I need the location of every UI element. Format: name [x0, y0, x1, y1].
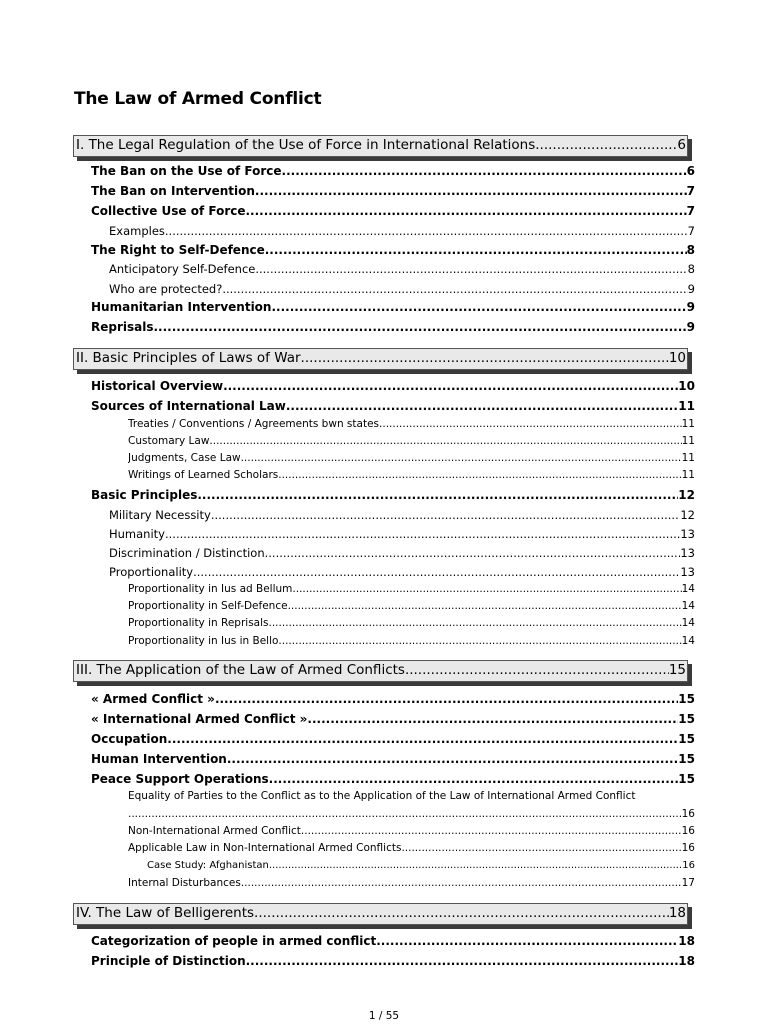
toc-entry-label: Non-International Armed Conflict — [128, 825, 301, 837]
toc-page-number: 6 — [686, 164, 695, 178]
toc-page-number: 16 — [682, 860, 695, 871]
leader-dots — [227, 752, 678, 766]
toc-entry[interactable] — [128, 808, 695, 820]
leader-dots — [288, 600, 682, 612]
toc-entry-label: Judgments, Case Law — [128, 452, 241, 464]
toc-entry-label: Customary Law — [128, 435, 210, 447]
toc-entry-label: Proportionality in Ius in Bello — [128, 635, 279, 647]
leader-dots — [211, 508, 681, 522]
leader-dots — [241, 877, 682, 889]
toc-entry-label: Reprisals — [91, 320, 154, 334]
toc-page-number: 9 — [686, 300, 695, 314]
toc-page-number: 10 — [668, 350, 686, 366]
toc-page-number: 13 — [680, 527, 695, 541]
toc-entry-label: Historical Overview — [91, 379, 224, 393]
toc-entry-label: Internal Disturbances — [128, 877, 241, 889]
toc-entry-label: Anticipatory Self-Defence — [109, 262, 256, 276]
toc-entry-label[interactable]: Equality of Parties to the Conflict as to the Application of the Law of International Armed Conflict — [128, 790, 636, 802]
toc-entry[interactable] — [128, 583, 695, 595]
leader-dots — [246, 204, 687, 218]
toc-entry[interactable] — [91, 379, 695, 393]
toc-page-number: 11 — [681, 469, 695, 481]
toc-entry-label: Writings of Learned Scholars — [128, 469, 279, 481]
leader-dots — [223, 379, 678, 393]
toc-page-number: 6 — [677, 137, 686, 153]
toc-page-number: 18 — [678, 934, 695, 948]
leader-dots — [282, 164, 687, 178]
toc-page-number: 9 — [687, 282, 695, 296]
leader-dots — [269, 772, 679, 786]
toc-page-number: 12 — [678, 488, 695, 502]
leader-dots — [269, 860, 682, 871]
toc-entry[interactable] — [91, 488, 695, 502]
leader-dots — [209, 435, 681, 447]
toc-page-number: 13 — [680, 546, 695, 560]
toc-entry[interactable] — [128, 877, 695, 889]
toc-page-number: 15 — [678, 752, 695, 766]
leader-dots — [165, 527, 680, 541]
leader-dots — [401, 842, 681, 854]
toc-entry[interactable] — [128, 435, 695, 447]
leader-dots — [265, 546, 681, 560]
toc-entry[interactable] — [91, 204, 695, 218]
leader-dots — [301, 825, 682, 837]
toc-page-number: 15 — [678, 712, 695, 726]
toc-page-number: 8 — [686, 243, 695, 257]
leader-dots — [278, 635, 681, 647]
toc-entry[interactable] — [128, 825, 695, 837]
leader-dots — [215, 692, 678, 706]
leader-dots — [379, 418, 682, 430]
toc-section-heading[interactable] — [76, 350, 686, 366]
toc-section-heading[interactable] — [76, 662, 686, 678]
toc-page-number: 7 — [686, 184, 695, 198]
toc-page-number: 18 — [668, 905, 686, 921]
toc-entry[interactable] — [109, 262, 695, 276]
toc-entry-label: Discrimination / Distinction — [109, 546, 265, 560]
toc-entry-label: Military Necessity — [109, 508, 211, 522]
leader-dots — [154, 320, 687, 334]
toc-entry[interactable] — [109, 282, 695, 296]
toc-entry-label: Categorization of people in armed conflict — [91, 934, 377, 948]
leader-dots — [376, 934, 678, 948]
toc-entry[interactable] — [109, 546, 695, 560]
toc-entry-label: IV. The Law of Belligerents — [76, 905, 255, 921]
toc-page-number: 16 — [681, 825, 695, 837]
leader-dots — [255, 184, 687, 198]
leader-dots — [269, 617, 682, 629]
toc-entry-label: The Right to Self-Defence — [91, 243, 265, 257]
toc-entry[interactable] — [91, 934, 695, 948]
leader-dots — [292, 583, 681, 595]
toc-page-number: 14 — [681, 583, 695, 595]
toc-entry[interactable] — [109, 527, 695, 541]
toc-page-number: 15 — [678, 692, 695, 706]
toc-entry[interactable] — [91, 954, 695, 968]
toc-page-number: 16 — [681, 842, 695, 854]
toc-entry-label: Proportionality in Reprisals — [128, 617, 269, 629]
toc-page-number: 16 — [681, 808, 695, 820]
leader-dots — [286, 399, 678, 413]
toc-entry-label: Humanitarian Intervention — [91, 300, 272, 314]
leader-dots — [241, 452, 682, 464]
leader-dots — [405, 662, 669, 678]
toc-entry-label: Collective Use of Force — [91, 204, 246, 218]
toc-entry[interactable] — [91, 399, 695, 413]
toc-page-number: 11 — [681, 452, 695, 464]
toc-entry[interactable] — [128, 418, 695, 430]
leader-dots — [265, 243, 687, 257]
toc-entry-label: Principle of Distinction — [91, 954, 246, 968]
leader-dots — [165, 224, 688, 238]
leader-dots — [535, 137, 677, 153]
toc-entry[interactable] — [91, 320, 695, 334]
toc-entry[interactable] — [91, 772, 695, 786]
toc-entry[interactable] — [128, 469, 695, 481]
toc-entry[interactable] — [109, 224, 695, 238]
toc-entry-label: Treaties / Conventions / Agreements bwn states — [128, 418, 380, 430]
toc-page-number: 14 — [681, 635, 695, 647]
toc-section-heading[interactable] — [76, 905, 686, 921]
leader-dots — [307, 712, 678, 726]
toc-entry-label: « International Armed Conflict » — [91, 712, 308, 726]
toc-entry-label: Occupation — [91, 732, 168, 746]
toc-entry[interactable] — [91, 732, 695, 746]
toc-entry-label: I. The Legal Regulation of the Use of Force in International Relations — [76, 137, 536, 153]
toc-page-number: 13 — [680, 565, 695, 579]
toc-page-number: 7 — [686, 204, 695, 218]
toc-entry[interactable] — [128, 842, 695, 854]
toc-entry[interactable] — [128, 600, 695, 612]
toc-page-number: 11 — [681, 435, 695, 447]
leader-dots — [254, 905, 669, 921]
toc-entry-label: Proportionality — [109, 565, 194, 579]
leader-dots — [255, 262, 687, 276]
toc-entry[interactable] — [91, 300, 695, 314]
toc-entry-label: Sources of International Law — [91, 399, 286, 413]
leader-dots — [128, 808, 682, 820]
toc-entry[interactable] — [128, 617, 695, 629]
toc-entry[interactable] — [91, 752, 695, 766]
toc-entry[interactable] — [109, 508, 695, 522]
toc-page-number: 15 — [668, 662, 686, 678]
leader-dots — [193, 565, 680, 579]
toc-page-number: 11 — [681, 418, 695, 430]
toc-section-heading[interactable] — [76, 137, 686, 153]
toc-page-number: 10 — [678, 379, 695, 393]
leader-dots — [278, 469, 681, 481]
toc-entry-label: Case Study: Afghanistan — [147, 860, 269, 871]
toc-page-number: 12 — [680, 508, 695, 522]
toc-entry[interactable] — [91, 243, 695, 257]
leader-dots — [301, 350, 669, 366]
leader-dots — [167, 732, 678, 746]
leader-dots — [246, 954, 679, 968]
toc-entry-label: Proportionality in Self-Defence — [128, 600, 288, 612]
toc-entry[interactable] — [91, 184, 695, 198]
toc-entry[interactable] — [128, 452, 695, 464]
toc-entry[interactable] — [128, 635, 695, 647]
toc-page-number: 8 — [687, 262, 695, 276]
toc-page-number: 15 — [678, 732, 695, 746]
toc-entry-label: Humanity — [109, 527, 165, 541]
toc-entry[interactable] — [147, 860, 695, 871]
toc-page-number: 14 — [681, 617, 695, 629]
toc-entry-label: The Ban on the Use of Force — [91, 164, 282, 178]
toc-entry[interactable] — [91, 712, 695, 726]
toc-entry-label: Proportionality in Ius ad Bellum — [128, 583, 293, 595]
toc-page-number: 17 — [681, 877, 695, 889]
toc-page-number: 18 — [678, 954, 695, 968]
toc-entry-label: Peace Support Operations — [91, 772, 269, 786]
toc-page-number: 14 — [681, 600, 695, 612]
toc-entry-label: Human Intervention — [91, 752, 227, 766]
toc-entry[interactable] — [91, 692, 695, 706]
toc-entry-label: III. The Application of the Law of Armed Conflicts — [76, 662, 405, 678]
document-title: The Law of Armed Conflict — [74, 89, 322, 109]
toc-entry-label: II. Basic Principles of Laws of War — [76, 350, 301, 366]
toc-page-number: 11 — [678, 399, 695, 413]
toc-entry-label: The Ban on Intervention — [91, 184, 255, 198]
leader-dots — [222, 282, 687, 296]
toc-entry[interactable] — [91, 164, 695, 178]
toc-entry-label: Basic Principles — [91, 488, 198, 502]
toc-page-number: 7 — [687, 224, 695, 238]
toc-page-number: 9 — [686, 320, 695, 334]
toc-entry-label: Who are protected? — [109, 282, 223, 296]
toc-entry-label: Examples — [109, 224, 165, 238]
toc-entry-label: Applicable Law in Non-International Armed Conflicts — [128, 842, 402, 854]
leader-dots — [271, 300, 686, 314]
toc-page-number: 15 — [678, 772, 695, 786]
page-number: 1 / 55 — [368, 1010, 400, 1022]
leader-dots — [197, 488, 678, 502]
toc-entry-label: « Armed Conflict » — [91, 692, 215, 706]
toc-entry[interactable] — [109, 565, 695, 579]
